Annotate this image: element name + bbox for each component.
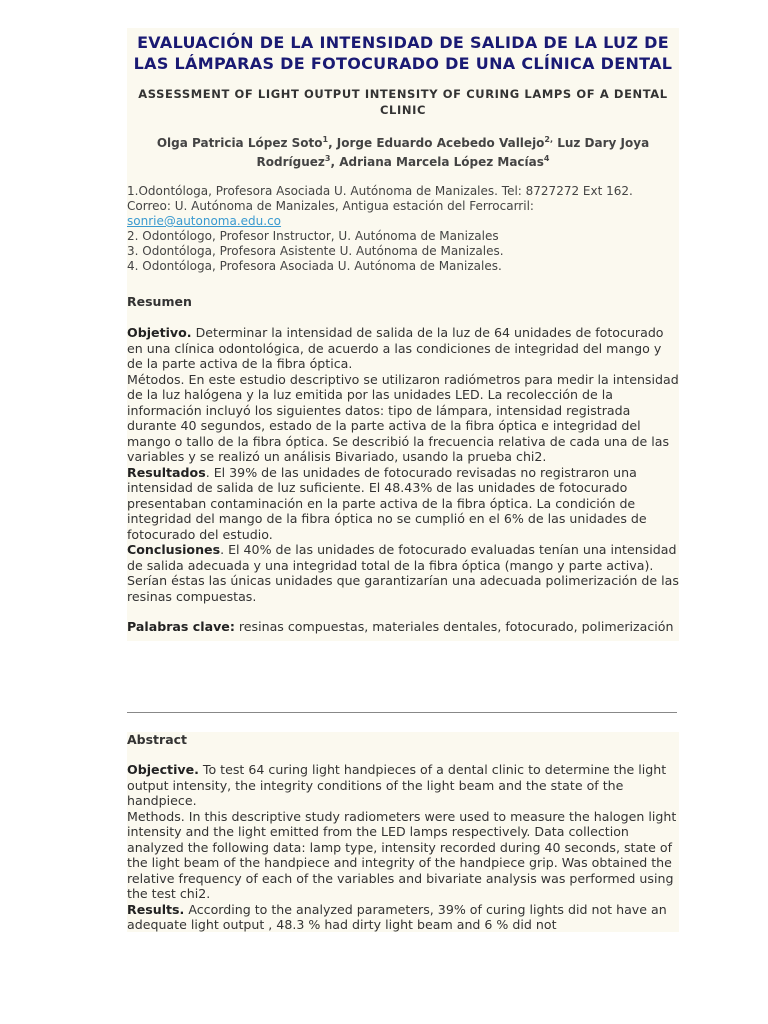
email-link[interactable]: sonrie@autonoma.edu.co bbox=[127, 214, 282, 228]
conclusiones-label: Conclusiones bbox=[127, 542, 221, 557]
author-2-sup: 2, bbox=[544, 135, 554, 144]
affiliation-4: 4. Odontóloga, Profesora Asociada U. Autónoma de Manizales. bbox=[127, 259, 502, 273]
palabras-clave bbox=[127, 619, 679, 635]
contact-text: Correo: U. Autónoma de Manizales, Antigua estación del Ferrocarril: bbox=[127, 199, 534, 213]
author-3: Luz Dary Joya Rodríguez bbox=[256, 136, 650, 169]
objetivo-label: Objetivo. bbox=[127, 325, 192, 340]
resumen-objetivo bbox=[127, 325, 679, 372]
author-4: , Adriana Marcela López Macías bbox=[330, 155, 544, 169]
title-spanish: EVALUACIÓN DE LA INTENSIDAD DE SALIDA DE LA LUZ DE LAS LÁMPARAS DE FOTOCURADO DE UNA CLÍNICA DENTAL bbox=[133, 33, 673, 73]
affiliations bbox=[127, 184, 679, 274]
abstract-section bbox=[127, 732, 679, 932]
objetivo-text: Determinar la intensidad de salida de la luz de 64 unidades de fotocurado en una clínica odontológica, de acuerdo a las condiciones de integridad del mango y de la parte activa de la fibra óptica. bbox=[127, 325, 664, 371]
affiliation-3: 3. Odontóloga, Profesora Asistente U. Autónoma de Manizales. bbox=[127, 244, 504, 258]
conclusiones-text: . El 40% de las unidades de fotocurado evaluadas tenían una intensidad de salida adecuada y una integridad total de la fibra óptica (mango y parte activa). Serían éstas las únicas unidades que garantizarían una adecuada polimerización de las resinas compuestas. bbox=[127, 542, 679, 604]
author-4-sup: 4 bbox=[543, 154, 550, 163]
author-list bbox=[127, 132, 679, 170]
objective-label: Objective. bbox=[127, 762, 199, 777]
palabras-text: resinas compuestas, materiales dentales, fotocurado, polimerización bbox=[234, 619, 674, 634]
resultados-text: . El 39% de las unidades de fotocurado revisadas no registraron una intensidad de salida de luz suficiente. El 48.43% de las unidades de fotocurado presentaban contaminación en la parte activa de la fibra óptica. La condición de integridad del mango de la fibra óptica no se cumplió en el 6% de las unidades de fotocurado del estudio. bbox=[127, 464, 647, 542]
article-header bbox=[127, 28, 679, 641]
affiliation-contact bbox=[127, 199, 679, 229]
affiliation-1: 1.Odontóloga, Profesora Asociada U. Autónoma de Manizales. Tel: 8727272 Ext 162. bbox=[127, 184, 633, 198]
title-english: ASSESSMENT OF LIGHT OUTPUT INTENSITY OF CURING LAMPS OF A DENTAL CLINIC bbox=[138, 87, 668, 117]
resultados-label: Resultados bbox=[127, 464, 206, 480]
resumen-heading: Resumen bbox=[127, 294, 192, 309]
resumen-conclusiones bbox=[127, 542, 679, 604]
affiliation-2: 2. Odontólogo, Profesor Instructor, U. Autónoma de Manizales bbox=[127, 229, 499, 243]
author-1-sup: 1 bbox=[322, 135, 329, 144]
abstract-body bbox=[127, 762, 679, 932]
abstract-methods: Methods. In this descriptive study radiometers were used to measure the halogen light intensity and the light emitted from the LED lamps respectively. Data collection analyzed the following data: lamp type, intensity recorded during 40 seconds, state of the light beam of the handpiece and integrity of the handpiece grip. Was obtained the relative frequency of each of the variables and bivariate analysis was performed using the test chi2. bbox=[127, 808, 677, 901]
abstract-results bbox=[127, 902, 679, 933]
abstract-objective bbox=[127, 762, 679, 809]
author-3-sup: 3 bbox=[324, 154, 331, 163]
results-label: Results. bbox=[127, 901, 185, 917]
palabras-label: Palabras clave: bbox=[127, 619, 235, 634]
resumen-resultados bbox=[127, 465, 679, 543]
author-2: , Jorge Eduardo Acebedo Vallejo bbox=[328, 136, 545, 150]
resumen-body bbox=[127, 325, 679, 641]
abstract-heading: Abstract bbox=[127, 732, 188, 747]
results-text: According to the analyzed parameters, 39% of curing lights did not have an adequate light output , 48.3 % had dirty light beam and 6 % did not bbox=[127, 901, 667, 932]
resumen-metodos: Métodos. En este estudio descriptivo se utilizaron radiómetros para medir la intensidad de la luz halógena y la luz emitida por las unidades LED. La recolección de la información incluyó los siguientes datos: tipo de lámpara, intensidad registrada durante 40 segundos, estado de la parte activa de la fibra óptica e integridad del mango o tallo de la fibra óptica. Se describió la frecuencia relativa de cada una de las variables y se realizó un análisis Bivariado, usando la prueba chi2. bbox=[127, 371, 679, 464]
author-1: Olga Patricia López Soto bbox=[156, 136, 323, 150]
objective-text: To test 64 curing light handpieces of a dental clinic to determine the light output intensity, the integrity conditions of the light beam and the state of the handpiece. bbox=[127, 762, 667, 808]
section-divider bbox=[127, 712, 677, 713]
